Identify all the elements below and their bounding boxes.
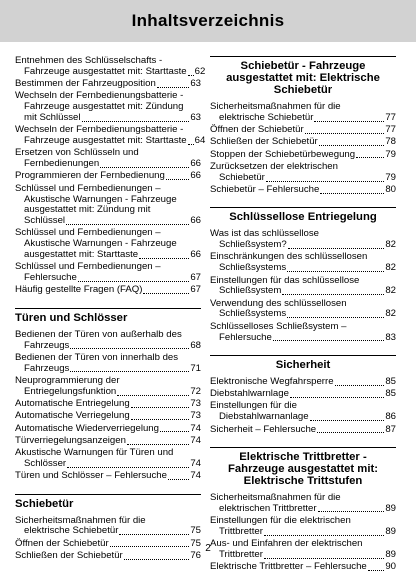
toc-column-left bbox=[15, 56, 206, 563]
toc-entry-line: Sicherheitsmaßnahmen für die bbox=[210, 102, 341, 112]
toc-entry[interactable] bbox=[210, 377, 396, 388]
section-heading: Schiebetür - Fahrzeuge ausgestattet mit: Elektrische Schiebetür bbox=[226, 60, 380, 96]
toc-entry-last-line bbox=[15, 399, 201, 410]
toc-page-number: 63 bbox=[190, 111, 201, 123]
toc-entry[interactable] bbox=[15, 376, 201, 398]
toc-entry[interactable] bbox=[210, 493, 396, 515]
leader-dots bbox=[320, 193, 384, 194]
toc-entry-text: Trittbretter bbox=[219, 525, 263, 537]
toc-entry-last-line bbox=[210, 504, 396, 515]
toc-entry-last-line bbox=[210, 425, 396, 436]
leader-dots bbox=[117, 395, 189, 396]
leader-dots bbox=[264, 558, 384, 559]
toc-entry-line: Schlüsselloses Schließsystem – bbox=[210, 321, 347, 332]
toc-entry-line: Fahrzeuge ausgestattet mit: Zündung bbox=[24, 102, 184, 113]
toc-entry[interactable] bbox=[15, 125, 206, 147]
toc-entry-last-line bbox=[210, 286, 396, 297]
toc-entry[interactable] bbox=[210, 125, 396, 136]
toc-entry-last-line bbox=[15, 364, 201, 375]
toc-entry-last-line bbox=[15, 65, 206, 78]
toc-entry[interactable] bbox=[15, 330, 201, 352]
section-rule bbox=[210, 56, 396, 57]
toc-entry-text: Diebstahlwarnanlage bbox=[219, 411, 309, 423]
toc-entry[interactable] bbox=[210, 516, 396, 538]
toc-entry-text: Häufig gestellte Fragen (FAQ) bbox=[15, 284, 143, 296]
toc-page-number: 79 bbox=[385, 148, 396, 160]
toc-page-number: 79 bbox=[385, 171, 396, 183]
toc-entry-last-line bbox=[15, 387, 201, 398]
leader-dots bbox=[131, 419, 190, 420]
toc-entry-last-line bbox=[15, 216, 201, 227]
leader-dots bbox=[318, 511, 385, 512]
toc-page-number: 82 bbox=[385, 239, 396, 251]
toc-entry-text: Fahrzeugs bbox=[24, 339, 70, 351]
toc-page-number: 62 bbox=[194, 65, 206, 77]
toc-entry-text: Türverriegelungsanzeigen bbox=[15, 434, 126, 446]
toc-entry[interactable] bbox=[210, 425, 396, 436]
toc-page-number: 67 bbox=[190, 284, 201, 296]
toc-page-number: 77 bbox=[385, 124, 396, 136]
section-rule bbox=[210, 447, 396, 448]
toc-entry-last-line bbox=[210, 113, 396, 124]
toc-entry-line: Einstellungen für die bbox=[210, 401, 297, 412]
toc-entry[interactable] bbox=[210, 322, 396, 344]
toc-entry-text: Schiebetür – Fehlersuche bbox=[210, 184, 320, 196]
toc-entry-last-line bbox=[15, 159, 201, 170]
toc-entry-text: Schließsystems bbox=[219, 262, 287, 274]
leader-dots bbox=[166, 179, 189, 180]
section-heading: Sicherheit bbox=[275, 358, 331, 371]
toc-entry[interactable] bbox=[210, 185, 396, 196]
toc-entry-line: Bedienen der Türen von außerhalb des bbox=[15, 329, 182, 340]
toc-page-number: 85 bbox=[385, 388, 396, 400]
toc-entry-last-line bbox=[210, 137, 396, 148]
toc-page-number: 74 bbox=[190, 470, 201, 482]
leader-dots bbox=[127, 444, 189, 445]
toc-entry-last-line bbox=[15, 273, 201, 284]
toc-entry[interactable] bbox=[15, 91, 201, 123]
toc-page-number: 73 bbox=[190, 398, 201, 410]
section-gap bbox=[210, 345, 396, 355]
toc-entry-text: Schließsystem? bbox=[219, 239, 287, 251]
leader-dots bbox=[100, 167, 189, 168]
toc-entry-text: Sicherheit – Fehlersuche bbox=[210, 423, 317, 435]
toc-entry-last-line bbox=[15, 436, 201, 447]
toc-entry-line: Aus- und Einfahren der elektrischen bbox=[210, 539, 363, 550]
toc-entry-last-line bbox=[15, 471, 201, 482]
leader-dots bbox=[188, 144, 194, 145]
toc-entry-line: Wechseln der Fernbedienungsbatterie - bbox=[15, 125, 184, 136]
leader-dots bbox=[70, 371, 189, 372]
toc-entry[interactable] bbox=[210, 137, 396, 148]
toc-page-number: 73 bbox=[190, 410, 201, 422]
toc-entry-line: Sicherheitsmaßnahmen für die bbox=[210, 492, 341, 503]
toc-entry[interactable] bbox=[210, 150, 396, 161]
toc-entry[interactable] bbox=[15, 516, 201, 538]
toc-entry-last-line bbox=[210, 527, 396, 538]
leader-dots bbox=[188, 75, 194, 76]
toc-entry-text: Programmieren der Fernbedienung bbox=[15, 170, 165, 182]
toc-entry-text: Fehlersuche bbox=[219, 331, 272, 343]
leader-dots bbox=[273, 340, 385, 341]
toc-entry[interactable] bbox=[15, 424, 201, 435]
toc-page-number: 75 bbox=[190, 525, 201, 537]
toc-entry-line: Schlüssel und Fernbedienungen – bbox=[15, 262, 161, 273]
toc-entry-text: ausgestattet mit: Starttaste bbox=[24, 249, 139, 261]
toc-entry-line: Ersetzen von Schlüsseln und bbox=[15, 148, 139, 159]
toc-page-number: 82 bbox=[385, 285, 396, 297]
toc-entry-text: Schlösser bbox=[24, 458, 67, 469]
toc-page-number: 66 bbox=[190, 215, 201, 227]
toc-entry-last-line bbox=[210, 150, 396, 161]
toc-entry-line: Schlüssel und Fernbedienungen – bbox=[15, 183, 161, 194]
toc-page-number: 72 bbox=[190, 385, 201, 397]
toc-entry-last-line bbox=[15, 135, 206, 147]
leader-dots bbox=[319, 145, 385, 146]
toc-entry-last-line bbox=[210, 240, 396, 251]
section-rule bbox=[15, 308, 201, 309]
toc-entry[interactable] bbox=[210, 401, 396, 423]
toc-page-number: 82 bbox=[385, 308, 396, 320]
toc-entry-line: Akustische Warnungen für Türen und bbox=[15, 448, 174, 459]
toc-entry-last-line bbox=[210, 389, 396, 400]
toc-entry[interactable] bbox=[15, 262, 201, 284]
toc-entry-text: Schiebetür bbox=[219, 171, 265, 183]
toc-entry-text: elektrische Schiebetür bbox=[219, 111, 314, 123]
toc-entry-line: Neuprogrammierung der bbox=[15, 375, 120, 386]
section-gap bbox=[210, 437, 396, 447]
toc-page-number: 75 bbox=[190, 537, 201, 549]
toc-entry-last-line bbox=[15, 341, 201, 352]
toc-entry-text: Türen und Schlösser – Fehlersuche bbox=[15, 470, 167, 482]
toc-entry-line: Einstellungen für die elektrischen bbox=[210, 515, 351, 526]
leader-dots bbox=[356, 157, 384, 158]
section-rule bbox=[210, 355, 396, 356]
toc-entry-text: Trittbretter bbox=[219, 548, 263, 560]
toc-entry-line: Entnehmen des Schlüsselschafts - bbox=[15, 56, 163, 66]
toc-entry-text: Schlüssel bbox=[24, 215, 66, 227]
toc-entry-text: Fahrzeuge ausgestattet mit: Starttaste bbox=[24, 65, 187, 77]
leader-dots bbox=[139, 258, 189, 259]
toc-entry-line: Schlüssel und Fernbedienungen – bbox=[15, 228, 161, 239]
leader-dots bbox=[168, 479, 189, 480]
leader-dots bbox=[143, 293, 189, 294]
toc-page-number: 89 bbox=[385, 548, 396, 560]
leader-dots bbox=[288, 248, 385, 249]
toc-entry-text: Schließen der Schiebetür bbox=[15, 549, 123, 561]
toc-entry-text: Öffnen der Schiebetür bbox=[15, 537, 109, 549]
section-gap bbox=[15, 298, 201, 308]
leader-dots bbox=[310, 420, 385, 421]
section-heading: Schlüssellose Entriegelung bbox=[229, 211, 377, 224]
toc-entry[interactable] bbox=[210, 252, 396, 274]
toc-entry-last-line bbox=[15, 113, 201, 124]
leader-dots bbox=[119, 534, 189, 535]
toc-entry-last-line bbox=[210, 333, 396, 344]
leader-dots bbox=[305, 133, 385, 134]
toc-entry-text: Öffnen der Schiebetür bbox=[210, 124, 304, 136]
toc-entry-last-line bbox=[15, 250, 201, 261]
toc-page-number: 66 bbox=[190, 249, 201, 261]
toc-entry-line: Einschränkungen des schlüssellosen bbox=[210, 252, 368, 263]
toc-page-number: 66 bbox=[190, 158, 201, 170]
toc-page-number: 78 bbox=[385, 136, 396, 148]
toc-entry[interactable] bbox=[15, 184, 201, 227]
leader-dots bbox=[266, 181, 384, 182]
toc-page-number: 67 bbox=[190, 272, 201, 284]
section-heading: Elektrische Trittbretter - Fahrzeuge ausgestattet mit: Elektrische Trittstufen bbox=[227, 450, 379, 487]
toc-entry-line: Zurücksetzen der elektrischen bbox=[210, 161, 338, 172]
toc-page-number: 68 bbox=[190, 339, 201, 351]
toc-entry-text: Diebstahlwarnlage bbox=[210, 388, 289, 400]
section-rule bbox=[210, 207, 396, 208]
toc-entry-text: Stoppen der Schiebetürbewegung bbox=[210, 148, 356, 160]
toc-page-number: 74 bbox=[190, 434, 201, 446]
toc-entry-text: Automatische Wiederverriegelung bbox=[15, 422, 159, 434]
leader-dots bbox=[160, 431, 189, 432]
toc-page-number: 66 bbox=[190, 170, 201, 182]
toc-entry[interactable] bbox=[15, 171, 201, 182]
toc-entry-text: Fehlersuche bbox=[24, 272, 77, 284]
toc-entry[interactable] bbox=[15, 148, 201, 170]
leader-dots bbox=[335, 385, 385, 386]
leader-dots bbox=[70, 348, 189, 349]
toc-page-number: 64 bbox=[194, 135, 206, 147]
toc-entry-line: Sicherheitsmaßnahmen für die bbox=[15, 515, 146, 526]
toc-entry-text: Bestimmen der Fahrzeugposition bbox=[15, 78, 156, 90]
toc-entry[interactable] bbox=[15, 411, 201, 422]
toc-entry[interactable] bbox=[15, 471, 201, 482]
leader-dots bbox=[287, 317, 384, 318]
toc-page-number: 76 bbox=[190, 549, 201, 561]
leader-dots bbox=[264, 535, 384, 536]
toc-entry[interactable] bbox=[210, 229, 396, 251]
toc-page-number: 80 bbox=[385, 184, 396, 196]
toc-entry-last-line bbox=[15, 526, 201, 537]
toc-entry-line: ausgestattet mit: Zündung mit bbox=[24, 205, 151, 216]
toc-entry-last-line bbox=[210, 309, 396, 320]
leader-dots bbox=[131, 407, 190, 408]
toc-entry-text: Fernbedienungen bbox=[24, 158, 100, 170]
toc-entry[interactable] bbox=[15, 399, 201, 410]
toc-entry-last-line bbox=[15, 411, 201, 422]
toc-entry-line: Bedienen der Türen von innerhalb des bbox=[15, 352, 179, 363]
toc-entry-line: Was ist das schlüssellose bbox=[210, 229, 319, 240]
section-rule bbox=[15, 494, 201, 495]
toc-entry-last-line bbox=[210, 125, 396, 136]
toc-entry-line: Wechseln der Fernbedienungsbatterie - bbox=[15, 91, 184, 102]
toc-column-right bbox=[210, 56, 396, 574]
leader-dots bbox=[314, 121, 384, 122]
toc-entry-text: Elektronische Wegfahrsperre bbox=[210, 375, 334, 387]
toc-entry-line: Akustische Warnungen - Fahrzeuge bbox=[24, 194, 177, 205]
toc-page-number: 82 bbox=[385, 262, 396, 274]
leader-dots bbox=[317, 432, 384, 433]
leader-dots bbox=[157, 87, 190, 88]
toc-entry[interactable] bbox=[210, 162, 396, 184]
toc-entry[interactable] bbox=[210, 562, 396, 573]
toc-entry-last-line bbox=[210, 185, 396, 196]
toc-entry-last-line bbox=[210, 173, 396, 184]
toc-page-number: 90 bbox=[385, 561, 396, 573]
toc-entry-last-line bbox=[210, 412, 396, 423]
page-number: 2 bbox=[205, 543, 211, 554]
toc-entry[interactable] bbox=[15, 56, 206, 78]
toc-entry-line: Akustische Warnungen - Fahrzeuge bbox=[24, 239, 177, 250]
toc-page-number: 77 bbox=[385, 111, 396, 123]
toc-entry-text: Elektrische Trittbretter – Fehlersuche bbox=[210, 561, 367, 573]
toc-entry[interactable] bbox=[15, 285, 201, 296]
leader-dots bbox=[124, 559, 190, 560]
toc-entry-last-line bbox=[210, 263, 396, 274]
toc-entry-text: Schließsystems bbox=[219, 308, 287, 320]
toc-page-number: 87 bbox=[385, 423, 396, 435]
toc-page-number: 74 bbox=[190, 458, 201, 469]
leader-dots bbox=[290, 397, 384, 398]
section-heading: Schiebetür bbox=[15, 497, 74, 510]
toc-page-number: 63 bbox=[190, 78, 201, 90]
toc-entry-text: Schließsystem bbox=[219, 285, 282, 297]
toc-page-number: 86 bbox=[385, 411, 396, 423]
toc-entry-last-line bbox=[210, 377, 396, 388]
toc-entry-last-line bbox=[15, 285, 201, 296]
toc-entry-last-line bbox=[15, 171, 201, 182]
toc-entry-line: Einstellungen für das schlüssellose bbox=[210, 275, 360, 286]
toc-page-number: 71 bbox=[190, 362, 201, 374]
toc-entry[interactable] bbox=[210, 102, 396, 124]
toc-page-number: 85 bbox=[385, 375, 396, 387]
toc-entry-text: elektrische Schiebetür bbox=[24, 525, 119, 537]
leader-dots bbox=[67, 467, 189, 468]
section-gap bbox=[210, 197, 396, 207]
toc-entry-text: Entriegelungsfunktion bbox=[24, 385, 117, 397]
toc-entry-last-line bbox=[210, 562, 396, 573]
toc-entry[interactable] bbox=[15, 353, 201, 375]
toc-entry-text: mit Schlüssel bbox=[24, 111, 81, 123]
page-title: Inhaltsverzeichnis bbox=[0, 0, 416, 42]
toc-entry[interactable] bbox=[15, 448, 201, 470]
toc-entry-last-line bbox=[15, 79, 201, 90]
toc-entry[interactable] bbox=[15, 228, 201, 260]
leader-dots bbox=[82, 121, 190, 122]
toc-entry-line: Verwendung des schlüssellosen bbox=[210, 298, 347, 309]
toc-entry-text: Automatische Entriegelung bbox=[15, 398, 130, 410]
leader-dots bbox=[282, 294, 384, 295]
toc-entry[interactable] bbox=[210, 276, 396, 298]
toc-page-number: 89 bbox=[385, 525, 396, 537]
toc-entry-text: elektrischen Trittbretter bbox=[219, 502, 317, 514]
toc-page-number: 89 bbox=[385, 502, 396, 514]
toc-page-number: 83 bbox=[385, 331, 396, 343]
leader-dots bbox=[78, 281, 190, 282]
toc-entry-text: Fahrzeugs bbox=[24, 362, 70, 374]
toc-page-number: 74 bbox=[190, 422, 201, 434]
toc-entry[interactable] bbox=[15, 436, 201, 447]
leader-dots bbox=[287, 271, 384, 272]
section-heading: Türen und Schlösser bbox=[15, 311, 128, 324]
toc-entry[interactable] bbox=[210, 299, 396, 321]
toc-entry-last-line bbox=[15, 424, 201, 435]
toc-entry-text: Fahrzeuge ausgestattet mit: Starttaste bbox=[24, 135, 187, 147]
toc-entry[interactable] bbox=[210, 389, 396, 400]
toc-entry[interactable] bbox=[15, 79, 201, 90]
section-gap bbox=[15, 484, 201, 494]
toc-entry-text: Automatische Verriegelung bbox=[15, 410, 130, 422]
toc-entry-last-line bbox=[15, 459, 201, 470]
toc-entry-text: Schließen der Schiebetür bbox=[210, 136, 318, 148]
leader-dots bbox=[66, 224, 189, 225]
